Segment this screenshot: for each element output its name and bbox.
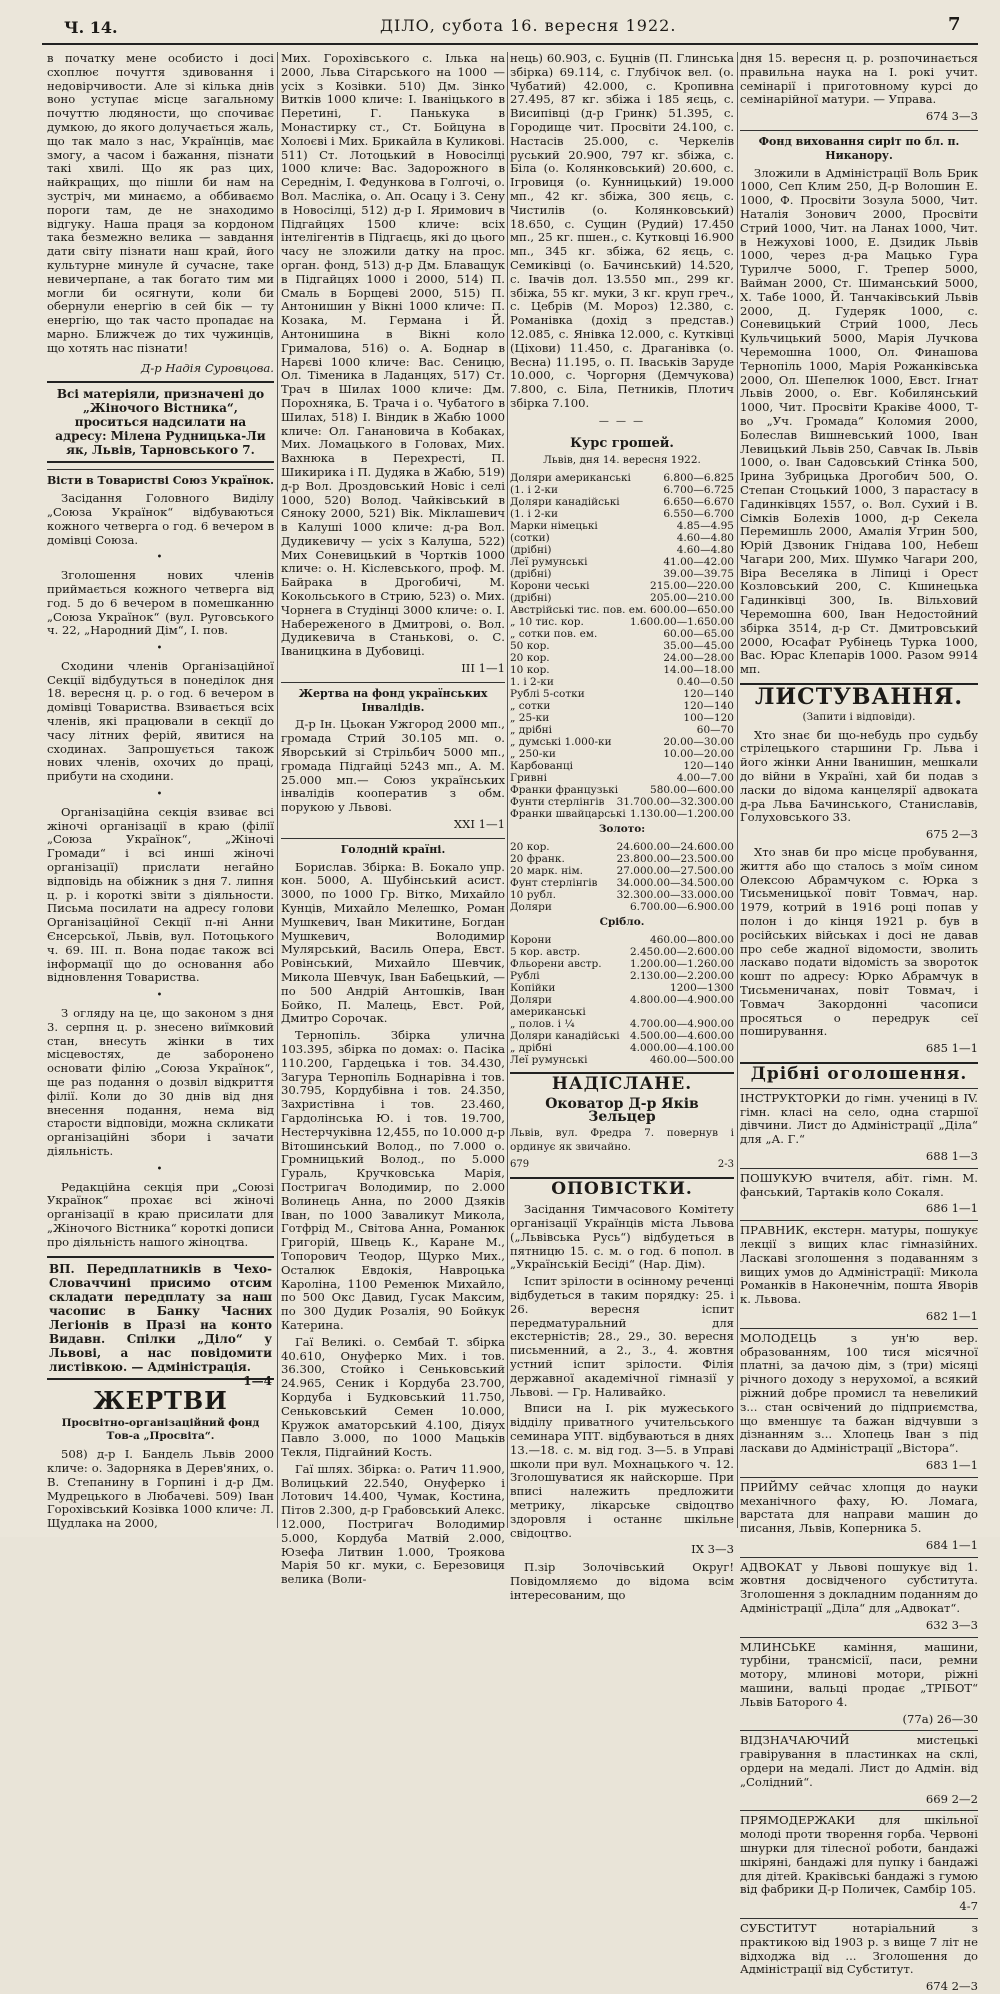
rate-row xyxy=(510,982,734,994)
oculist-ad: Оковатор Д-р Яків Зельцер xyxy=(545,1095,699,1126)
rate-row xyxy=(510,496,734,508)
column-1: в початку мене особисто і досі схоплює почуття здивовання і недовірчивости. Але зі кілька днів воно уступає місце загальному почуттю людяности, що спочиває думкою, до якого долучається жаль, що так мало з нас, Українців, має змогу, а часом і бажання, пізнати такі хвилі. Що як раз цих, найкращих, що пішли би нам на зустріч, ми минаємо, а оббиваємо пороги там, де не знаходимо відгуку. Наша праця за кордоном така безмежно велика — завдання дати світу пізнати наш край, його культурне минуле й сучасне, таке невичерпане, а так богато тим ми могли би осягнути, коли би обернули енергію в сей бік — ту енергію, що так часто пропадає на марно. Ближчеж до тих чужинців, що хотять нас пізнати! Д-р Надія Суровцова. Всі матеріяли, призначені до „Жіночого Вістника“, проситься надсилати на адресу: Мілена Рудницька-Ли як, Львів, Тарновського 7. Вісти в Товаристві Союз Українок. Засідання Головного Виділу „Союза Українок“ відбуваються кожного четверга о год. 6 вечером в домівці Союза. • Зголошення нових членів приймається кожного четверга від год. 5 до 6 вечером в помешканню „Союза Українок“ (вул. Руговського ч. 22, „Народний Дім“, І. пов. • Сходини членів Організаційної Секції відбудуться в понеділок дня 18. вересня ц. р. о год. 6 вечером в домівці Товариства. Взивається всіх членів, які працювали в секції до часу літних ферій, явитися на сходинах. Запрошується також нових членів, охочих до праці, прибути на сходини. • Організаційна секція взиває всі жіночі організації в краю (філії „Союза Українок“, „Жіночі Громади“ і всі инші жіночі організації) прислати негайно відповідь на обіжник з дня 7. липня ц. р. і короткі звіти з діяльности. Письма посилати на адресу голови Організаційної Секції п-ні Анни Єнсерської, Львів, вул. Потоцького ч. 69. ІІІ. п. Вона подає також всі інформації що до основання або відновлення Товариства. • З огляду на це, що законом з дня 3. серпня ц. р. знесено виїмковий стан, внесуть жінки в тих місцевостях, де заборонено основати філію „Союза Українок“, ще раз подання о дозвіл відкриття філії. Коли до 30 днів від дня внесення подання, нема від старости відповіди, можна скликати організаційні збори і зачати діяльність. • Редакційна секція при „Союзі Українок“ прохає всі жіночі організації в краю присилати для „Жіночого Вістника“ короткі дописи про діяльність нашого жіноцтва. ВП. Передплатників в Чехо-Словаччині присимо отсим складати передплату за наш часопис в Банку Часних Легіонів в Празі на конто Видавн. Спілки „Діло“ у Львові, а нас повідомити листівкою. — Адміністрація. 1—4 ЖЕРТВИ Просвітно-організаційний фонд Тов-а „Просвіта“. 508) д-р І. Бандель Львів 2000 кличе: о. Задорняка в Дерев'яних, о. В. Степанину в Горпині і д-р Дм. Мудрецького в Любачеві. 509) Іван Горохівський Козівка 1000 кличе: Л. Щудлака на 2000, xyxy=(47,51,275,1531)
rate-row xyxy=(510,664,734,676)
rate-row xyxy=(510,934,734,946)
classified-ad: ПОШУКУЮ вчителя, абіт. гімн. М. фанський, Тартаків коло Сокаля. 686 1—1 xyxy=(740,1168,978,1216)
classified-ad: АДВОКАТ у Львові пошукує від 1. жовтня досвідченого субститута. Зголошення з докладним поданням до Адміністрації „Діла“ для „Адвокат“. 632 3—3 xyxy=(740,1557,978,1633)
paragraph: дня 15. вересня ц. р. розпочинається правильна наука на І. рокі учит. семінарії і приготовному курсі до семінарійної матури. — Управа. xyxy=(740,51,978,107)
rate-row xyxy=(510,580,734,592)
rate-label: Доляри канадійські xyxy=(510,1029,620,1042)
section-heading: Фонд виховання сиріт по бл. п. Никанору. xyxy=(740,130,978,163)
rate-label: Фунти стерлінгів xyxy=(510,796,605,809)
rate-label: „ дрібні xyxy=(510,1041,552,1054)
rate-label: Фльорени австр. xyxy=(510,957,602,970)
rate-row xyxy=(510,688,734,700)
column-divider xyxy=(737,52,738,1528)
rate-label: Фунт стерлінгів xyxy=(510,876,598,889)
rate-label: 50 кор. xyxy=(510,640,550,653)
rate-value: 6.700—6.725 xyxy=(663,484,734,497)
rate-row xyxy=(510,676,734,688)
rate-row xyxy=(510,556,734,568)
rate-row xyxy=(510,748,734,760)
rate-label: „ 250-ки xyxy=(510,748,556,761)
rate-value: 100—120 xyxy=(683,712,734,725)
rate-value: 60—70 xyxy=(696,724,734,737)
rate-value: 4.60—4.80 xyxy=(676,544,734,557)
rate-label: 20 марк. нім. xyxy=(510,864,583,877)
rate-value: 32.300.00—33.000.00 xyxy=(616,888,734,901)
rate-row xyxy=(510,532,734,544)
rate-label: (дрібні) xyxy=(510,568,552,581)
rate-value: 460.00—800.00 xyxy=(650,933,734,946)
rate-label: Корони xyxy=(510,933,552,946)
rate-row xyxy=(510,628,734,640)
rate-row xyxy=(510,544,734,556)
paragraph: Гаї Великі. о. Сембай Т. збірка 40.610, Онуферко Мих. і тов. 36.300, Стойко і Сеньковський 24.965, Сеник і Кордуба 23.700, Кордуба і Будковський 11.750, Сеньковський Семен 10.000, Кружок аматорський 4.100, Діяух Павло 3.000, по 1000 Мацьків Текля, Підгайний Кость. xyxy=(281,1334,505,1460)
classified-ad: ПРИЙМУ сейчас хлопця до науки механічного фаху, Ю. Ломага, варстата для направи машин до писання, Львів, Коперника 5. 684 1—1 xyxy=(740,1477,978,1553)
rate-label: Корони чеські xyxy=(510,580,590,593)
rate-label: 10 рубл. xyxy=(510,888,556,901)
rate-value: 215.00—220.00 xyxy=(650,580,734,593)
rate-value: 0.40—0.50 xyxy=(676,676,734,689)
rate-label: Франки французькі xyxy=(510,784,619,797)
rate-label: (дрібні) xyxy=(510,592,552,605)
rate-value: 6.650—6.670 xyxy=(663,496,734,509)
letters-subheading: (Запити і відповіди). xyxy=(802,710,916,723)
fund-heading: Просвітно-організаційний фонд Тов-а „Просвіта“. xyxy=(61,1416,260,1443)
page-header xyxy=(0,0,1000,46)
rate-row xyxy=(510,889,734,901)
paragraph: Борислав. Збірка: В. Бокало упр. кон. 5000, А. Шубінський асист. 3000, по 1000 Гр. Вітко, Михайло Кунців, Михайло Мелешко, Роман Мушкевич, Іван Микитине, Богдан Мушкевич, Володимир Мулярський, Василь Опера, Евст. Ровінський, Михайло Шевчик, Микола Шевчук, Іван Бабецький, — по 500 Андрій Антошків, Іван Бойко, П. Малець, Евст. Рой, Дмитро Сорочак. xyxy=(281,859,505,1026)
silver-table xyxy=(510,934,734,1066)
letters-heading: ЛИСТУВАННЯ. xyxy=(740,683,978,705)
rate-row xyxy=(510,994,734,1018)
silver-heading: Срібло. xyxy=(599,915,645,928)
rate-row xyxy=(510,796,734,808)
paragraph: Хто знає би що-небудь про судьбу стрілецького старшини Гр. Льва і його жінки Анни Іванишин, мешкали до війни в Україні, хай би подав з ласки до відома канцелярії адвоката д-ра Льва Бачинського, Станиславів, Голуховського 33. xyxy=(740,727,978,825)
rate-value: 600.00—650.00 xyxy=(650,604,734,617)
rate-value: 60.00—65.00 xyxy=(663,628,734,641)
rate-value: 27.000.00—27.500.00 xyxy=(616,864,734,877)
item-code: 675 2—3 xyxy=(925,827,978,842)
rate-label: 20 кор. xyxy=(510,840,550,853)
rate-row xyxy=(510,592,734,604)
rate-value: 4.500.00—4.600.00 xyxy=(629,1029,734,1042)
rates-heading: Курс грошей. xyxy=(570,435,674,451)
rate-label: 5 кор. австр. xyxy=(510,945,581,958)
paragraph: Зложили в Адміністрації Воль Брик 1000, Сеп Клим 250, Д-р Волошин Е. 1000, Ф. Просвіти Зозула 5000, Чит. Наталія Зонович 2000, Просвіти Стрий 1000, Чит. на Ланах 1000, Чит. в Нежухові 1000, Е. Дзидик Львів 1000, через д-ра Мацько Гура Турилче 5000, Г. Трепер 5000, Вайман 2000, Ст. Шиманський 5000, Х. Табе 1000, Й. Танчаківський Львів 2000, Д. Гудеряк 1000, с. Соневицький Стрий 1000, Лесь Кульчицький 5000, Марія Лучкова Черемошна 1000, Ол. Финашова Тернопіль 1000, Марія Рожанківська 2000, Ол. Шепелюк 1000, Евст. Ігнат Львів 2000, о. Евг. Кобилянський 1000, Чит. Просвіти Краківе 4000, Т-во „Уч. Громада“ Коломия 2000, Болеслав Вишневський 1000, Іван Левицький Львів 250, Савчак Ів. Львів 1000, о. Іван Садовський Стінка 500, Ірина Зубрицька Дрогобич 500, О. Степан Стоцький 1000, З парастасу в Гадинківцях 1557, о. Вол. Сухий і В. Сімків Болехів 1000, д-р Секела Перемишль 2000, Амалія Угрин 500, Юрій Дзвоник Гнідава 100, Небеш Чагари 200, Мих. Шумко Чагари 200, Віра Веселяка в Ліпиці і Орест Козловський 200, С. Кшинецька Гадинківці 300, Ів. Вільховий Черемошна 600, Іван Недостойний збірка 3514, д-р Ст. Дмитровський 2000, Юсафат Рубінець Турка 1000, Вас. Юрас Клепарів 1000. Разом 9914 мп. xyxy=(740,165,978,677)
item-code: 674 3—3 xyxy=(925,109,978,124)
rate-label: „ 25-ки xyxy=(510,712,550,725)
paragraph: Організаційна секція взиває всі жіночі організації в краю (філії „Союза Українок“, „Жіночі Громади“ і всі инші жіночі організації) прислати негайно відповідь на обіжник з дня 7. липня ц. р. і короткі звіти з діяльности. Письма посилати на адресу голови Організаційної Секції п-ні Анни Єнсерської, Львів, вул. Потоцького ч. 69. ІІІ. п. Вона подає також всі інформації що до основання або відновлення Товариства. xyxy=(47,804,274,985)
rate-row xyxy=(510,877,734,889)
rate-label: Франки швайцарські xyxy=(510,808,626,821)
rate-row xyxy=(510,1042,734,1054)
rate-label: „ 10 тис. кор. xyxy=(510,616,584,629)
rate-label: 20 кор. xyxy=(510,652,550,665)
rate-value: 1.600.00—1.650.00 xyxy=(629,616,734,629)
sent-heading: НАДІСЛАНЕ. xyxy=(510,1072,734,1092)
rate-row xyxy=(510,970,734,982)
classified-ad: ПРАВНИК, екстерн. матуры, пошукує лекції з вищих клас гімназійних. Ласкаві зголошення з подаванням з вищих умов до Адміністрації: Микола Романків в Наконечнім, пошта Яворів к. Львова. 682 1—1 xyxy=(740,1220,978,1324)
rate-value: 23.800.00—23.500.00 xyxy=(616,852,734,865)
signature: Д-р Надія Суровцова. xyxy=(140,360,274,375)
rate-row xyxy=(510,1018,734,1030)
rate-label: Копійки xyxy=(510,981,556,994)
rate-value: 2.130.00—2.200.00 xyxy=(629,969,734,982)
classified-ad: МЛИНСЬКЕ каміння, машини, турбіни, трансмісії, паси, ремни мотору, млинові мотори, ріжні машини, вальці продає „ТРІБОТ“ Львів Баторого 4. (77а) 26—30 xyxy=(740,1637,978,1727)
rate-row xyxy=(510,808,734,820)
paragraph: Мих. Горохівського с. Ілька на 2000, Льва Сітарського на 1000 — усіх з Козівки. 510) Дм. Зінко Витків 1000 кличе: І. Іваніцького в Перетині, Г. Панькука в Монастирку ст., Ст. Бойцуна в Холоєві і Мих. Брикайла в Куликові. 511) Ст. Лотоцький в Новосілці 1000 кличе: Вас. Задорожного в Середнім, І. Федункова в Голгочі, о. Вол. Масліка, о. Ап. Осацу і З. Сену в Новосілці, 512) д-р І. Яримович в Підгайцях 1500 кличе: всіх інтелігентів в Підгаєць, які до цього часу не зложили датку на прос. орган. фонд, 513) д-р Дм. Блаващук в Підгайцях 1000 і 2000, 514) П. Смаль в Борщеві 2000, 515) П. Антонишин у Вікні 1000 кличе: П. Козака, М. Германа і Й. Антонишина в Вікні коло Грималова, 516) о. А. Боднар в Нарєві 1000 кличе: Вас. Сеницю, Ол. Тіменика в Ладанцях, 517) Ст. Трач в Шилах 1000 кличе: Дм. Порохняка, Б. Трача і о. Чубатого в Шилах, 518) І. Віндик в Жабю 1000 кличе: Ол. Ганановича в Кобаках, Мих. Ломацького в Головах, Мих. Вахнюка в Перехресті, П. Шикирика і П. Дудяка в Жабю, 519) д-р Вол. Дроздовський Новіс і селі 1000, 520) Волод. Чайківський в Сяноку 2000, 521) Вік. Міклашевич в Калуші 1000 кличе: д-ра Вол. Дудикевичу — усіх з Калуша, 522) Мих Соневицький в Чортків 1000 кличе: о. Н. Кіслевського, проф. М. Байрака в Дрогобичі, М. Кокольського в Стрию, 523) о. Мих. Чорнега в Студінці 3000 кличе: о. І. Набереженого в Дмитрові, о. Вол. Дудикевича в Станькові, о. С. Іваницкина в Дубовиці. xyxy=(281,51,505,659)
rate-row xyxy=(510,472,734,484)
rate-row xyxy=(510,604,734,616)
paragraph: З огляду на це, що законом з дня 3. серпня ц. р. знесено виїмковий стан, внесуть жінки в тих місцевостях, де заборонено основати філію „Союза Українок“, ще раз подання о дозвіл відкриття філії. Коли до 30 днів від дня внесення подання, нема від старости відповіди, можна скликати організаційні збори і зачати діяльність. xyxy=(47,1006,274,1158)
rate-value: 6.700.00—6.900.00 xyxy=(629,900,734,913)
classified-ad: МОЛОДЕЦЬ з ун'ю вер. образованням, 100 тися місячної платні, за дачою дім, з (три) місяці річного доходу з нерухомої, а всякий ріжний добре промисл та невеликий з... стан освічений до підприємства, що вменшує та бажан відчувши з дізнанням з... Хлопець Іван з під ласкави до Адміністрації „Вістора“. 683 1—1 xyxy=(740,1328,978,1473)
subscribers-notice: ВП. Передплатників в Чехо-Словаччині присимо отсим складати передплату за наш часопис в Банку Часних Легіонів в Празі на конто Видавн. Спілки „Діло“ у Львові, а нас повідомити листівкою. — Адміністрація. 1—4 xyxy=(47,1256,274,1380)
rate-value: 580.00—600.00 xyxy=(650,784,734,797)
rate-label: Австрійські тис. пов. ем. xyxy=(510,604,647,617)
page-number: Ч. 14. xyxy=(64,18,118,37)
rate-value: 34.000.00—34.500.00 xyxy=(616,876,734,889)
rate-row xyxy=(510,853,734,865)
rate-value: 1.200.00—1.260.00 xyxy=(629,957,734,970)
rate-label: „ сотки xyxy=(510,700,551,713)
rate-label: „ полов. і ¼ xyxy=(510,1017,575,1030)
rate-value: 24.600.00—24.600.00 xyxy=(616,840,734,853)
rate-value: 20.00—30.00 xyxy=(663,736,734,749)
rate-label: (1. і 2-ки xyxy=(510,508,558,521)
rate-value: 24.00—28.00 xyxy=(663,652,734,665)
paragraph: Редакційна секція при „Союзі Українок“ прохає всі жіночі організації в краю присилати для „Жіночого Вістника“ короткі дописи про діяльність нашого жіноцтва. xyxy=(47,1179,274,1249)
rate-value: 4.000.00—4.100.00 xyxy=(629,1041,734,1054)
rate-label: Леї румунські xyxy=(510,556,588,569)
section-heading: Голодній країні. xyxy=(281,838,505,857)
victims-heading: ЖЕРТВИ xyxy=(93,1385,228,1415)
rate-value: 41.00—42.00 xyxy=(663,556,734,569)
page-mark: 7 xyxy=(948,14,961,35)
rate-label: Доляри американські xyxy=(510,993,586,1018)
rate-value: 4.800.00—4.900.00 xyxy=(629,993,734,1006)
paragraph: Засідання Тимчасового Комітету організації Українців міста Львова („Львівська Русь“) відбудеться в пятницю 15. с. м. о год. 6 попол. в „Українській Бесіді“ (Нар. Дім). xyxy=(510,1202,734,1272)
rate-row xyxy=(510,484,734,496)
rate-row xyxy=(510,736,734,748)
classified-ad: СУБСТИТУТ нотаріальний з практикою від 1903 р. з вище 7 літ не відходжа від ... Зголошення до Адміністрації від Субститут. 674 2—3 xyxy=(740,1918,978,1994)
rate-label: Доляри американські xyxy=(510,472,631,485)
section-heading: Вісти в Товаристві Союз Українок. xyxy=(47,469,274,488)
rate-row xyxy=(510,700,734,712)
header-rule xyxy=(42,43,978,45)
paragraph: Д-р Ін. Цьокан Ужгород 2000 мп., громада Стрий 30.105 мп. о. Яворський зі Стрільбич 5000 мп., громада Підгайці 5243 мп., А. М. 25.000 мп.— Союз українських інвалідів кооператив з обм. порукою у Львові. xyxy=(281,717,505,815)
rate-value: 120—140 xyxy=(683,700,734,713)
rate-row xyxy=(510,508,734,520)
rate-value: 4.60—4.80 xyxy=(676,532,734,545)
paragraph: 508) д-р І. Бандель Львів 2000 кличе: о. Задорняка в Дерев'яних, о. В. Степанину в Горпині і д-р Дм. Мудрецького в Любачеві. 509) Іван Горохівський Козівка 1000 кличе: Л. Щудлака на 2000, xyxy=(47,1447,274,1531)
rate-value: 6.550—6.700 xyxy=(663,508,734,521)
paragraph: Гаї шлях. Збірка: о. Ратич 11.900, Волицький 22.540, Онуферко і Лотович 14.400, Чумак, Костина, Пітов 2.300, д-р Грабовський Алекс. 12.000, Постригач Володимир 5.000, Кордуба Матвій 2.000, Юзефа Литвин 1.000, Троякова Марія 50 кг. муки, с. Березовиця велика (Воли- xyxy=(281,1461,505,1587)
rate-value: 31.700.00—32.300.00 xyxy=(616,796,734,809)
small-ads-heading: Дрібні оголошення. xyxy=(740,1062,978,1082)
column-divider xyxy=(277,52,278,1528)
rate-row xyxy=(510,1030,734,1042)
rate-value: 4.700.00—4.900.00 xyxy=(629,1017,734,1030)
paragraph: Вписи на І. рік мужеського відділу приватного учительського семинара УПТ. відбуваються в днях 13.—18. с. м. від год. 3—5. в Управі школи при вул. Мохнацького ч. 12. Зголошуватися як найскорше. При вписі належить предложити метрику, лікарське свідоцтво здоровля і останнє шкільне свідоцтво. xyxy=(510,1401,734,1540)
rate-value: 35.00—45.00 xyxy=(663,640,734,653)
rate-row xyxy=(510,1054,734,1066)
classified-ad: ПРЯМОДЕРЖАКИ для шкільної молоді проти творення горба. Червоні шнурки для тілесної роботи, бандажі шкіряні, бандажі для пупку і бандажі для дітей. Краківські бандажі з гумою від фабрики Д-р Поличек, Самбір 105. 4-7 xyxy=(740,1810,978,1914)
rate-row xyxy=(510,712,734,724)
rates-table xyxy=(510,472,734,820)
masthead: ДІЛО, субота 16. вересня 1922. xyxy=(380,16,677,35)
rate-value: 120—140 xyxy=(683,688,734,701)
editorial-notice: Всі матеріяли, призначені до „Жіночого Вістника“, проситься надсилати на адресу: Мілена Рудницька-Ли як, Львів, Тарновського 7. xyxy=(47,381,274,463)
rate-label: (сотки) xyxy=(510,532,550,545)
rate-label: Рублі xyxy=(510,969,540,982)
rate-label: „ думські 1.000-ки xyxy=(510,736,612,749)
rate-row xyxy=(510,568,734,580)
rate-label: 20 франк. xyxy=(510,852,565,865)
rate-row xyxy=(510,640,734,652)
gold-table xyxy=(510,841,734,913)
classified-ad: ВІДЗНАЧАЮЧИЙ мистецькі гравірування в пластинках на склі, ордери на медалі. Лист до Адмін. від „Солідний“. 669 2—2 xyxy=(740,1730,978,1806)
gold-heading: Золото: xyxy=(598,823,646,836)
rate-row xyxy=(510,784,734,796)
rate-value: 39.00—39.75 xyxy=(663,568,734,581)
column-4 xyxy=(740,51,979,1994)
column-2 xyxy=(281,51,505,1587)
rate-label: 1. і 2-ки xyxy=(510,676,554,689)
paragraph: нець) 60.903, с. Буцнів (П. Глинська збірка) 69.114, с. Глубічок вел. (о. Чубатий) 42.000, с. Кропивна 27.495, 87 кг. збіжа і 185 яєць, с. Висипівці (д-р Гринк) 51.395, с. Городище чит. Просвіти 24.100, с. Настасів 25.000, с. Черкелів руський 20.900, 797 кг. збіжа, с. Біла (о. Колянковський) 20.600, с. Ігровиця (о. Кунницький) 19.000 мп., 42 кг. збіжа, 300 яєць, с. Чистилів (о. Колянковський) 18.650, с. Сущин (Рудий) 17.450 мп., 25 кг. пшен., с. Кутковці 16.900 мп., 345 кг. збіжа, 62 яєць, с. Семиківці (о. Бачинський) 14.520, с. Івачів дол. 13.550 мп., 299 кг. збіжа, 55 кг. муки, 3 кг. круп греч., с. Цебрів (М. Мороз) 12.380, с. Романівка (дохід з представ.) 12.085, с. Янівка 12.000, с. Кутківці (Ціхови) 11.450, с. Драганівка (о. Весна) 11.195, о. П. Іваськів Заруде 10.000, с. Чоргорня (Демчукова) 7.800, с. Біла, Петників, Плотич збірка 7.100. xyxy=(510,51,734,410)
item-code: XXI 1—1 xyxy=(453,817,505,832)
rate-row xyxy=(510,865,734,877)
notices-heading: ОПОВІСТКИ. xyxy=(510,1177,734,1197)
item-code: ІХ 3—3 xyxy=(691,1542,734,1557)
rate-label: Доляри xyxy=(510,900,552,913)
rate-value: 1200—1300 xyxy=(670,981,734,994)
rate-row xyxy=(510,760,734,772)
rate-value: 14.00—18.00 xyxy=(663,664,734,677)
rate-value: 6.800—6.825 xyxy=(663,472,734,485)
rate-value: 2.450.00—2.600.00 xyxy=(629,945,734,958)
paragraph: Тернопіль. Збірка улична 103.395, збірка по домах: о. Пасіка 110.200, Гардецька і тов. 34.430, Загура Тернопіль Боднарівна і тов. 30.795, Кордубівна і тов. 24.350, Захристівна і тов. 23.460, Гардолінська Ю. і тов. 19.700, Нестерчуківна 12,455, по 10.000 д-р Вітошинський Волод., по 7.000 о. Громницький Волод., по 5.000 Гураль, Кручковська Марія, Постригач Володимир, по 2.000 Волинець Анна, по 2000 Дзяків Іван, по 1000 Заваликут Микола, Готфрід М., Світова Анна, Романюк Григорій, Швець К., Каране М., Топорович Теодор, Щурко Мих., Осталюк Евдокія, Навроцька Кароліна, 1100 Ременюк Михайло, по 500 Окс Давид, Гусак Максим, по 300 Дудик Розалія, 90 Бойкук Катерина. xyxy=(281,1028,505,1332)
rates-date: Львів, дня 14. вересня 1922. xyxy=(543,454,701,467)
rate-label: „ сотки пов. ем. xyxy=(510,628,598,641)
column-3: нець) 60.903, с. Буцнів (П. Глинська збірка) 69.114, с. Глубічок вел. (о. Чубатий) 42.000, с. Кропивна 27.495, 87 кг. збіжа і 185 яєць, с. Висипівці (д-р Гринк) 51.395, с. Городище чит. Просвіти 24.100, с. Настасів 25.000, с. Черкелів руський 20.900, 797 кг. збіжа, с. Біла (о. Колянковський) 20.600, с. Ігровиця (о. Кунницький) 19.000 мп., 42 кг. збіжа, 300 яєць, с. Чистилів (о. Колянковський) 18.650, с. Сущин (Рудий) 17.450 мп., 25 кг. пшен., с. Кутковці 16.900 мп., 345 кг. збіжа, 62 яєць, с. Семиківці (о. Бачинський) 14.520, с. Івачів дол. 13.550 мп., 299 кг. збіжа, 55 кг. муки, 3 кг. круп греч., с. Цебрів (М. Мороз) 12.380, с. Романівка (дохід з представ.) 12.085, с. Янівка 12.000, с. Кутківці (Ціхови) 11.450, с. Драганівка (о. Весна) 11.195, о. П. Іваськів Заруде 10.000, с. Чоргорня (Демчукова) 7.800, с. Біла, Петників, Плотич збірка 7.100. — — — Курс грошей. Львів, дня 14. вересня 1922. Доляри американські 6.800—6.825 (1. і 2-ки 6.700—6.725 Доляри канадійські 6.650—6.670 (1. і 2-ки 6.550—6.700 Марки німецькі 4.85—4.95 (сотки) 4.60—4.80 (дрібні) 4.60—4.80 Леї румунські 41.00—42.00 (дрібні) 39.00—39.75 Корони чеські 215.00—220.00 (дрібні) 205.00—210.00 Австрійські тис. пов. ем. 600.00—650.00 „ 10 тис. кор. 1.600.00—1.650.00 „ сотки пов. ем. 60.00—65.00 50 кор. 35.00—45.00 20 кор. 24.00—28.00 10 кор. 14.00—18.00 1. і 2-ки 0.40—0.50 Рублі 5-сотки 120—140 „ сотки 120—140 „ 25-ки 100—120 „ дрібні 60—70 „ думські 1.000-ки 20.00—30.00 „ 250-ки 10.00—20.00 Карбованці 120—140 Гривні 4.00—7.00 Франки французькі 580.00—600.00 Фунти стерлінгів 31.700.00—32.300.00 Франки швайцарські 1.130.00—1.200.00 Золото: 20 кор. 24.600.00—24.600.00 20 франк. 23.800.00—23.500.00 20 марк. нім. 27.000.00—27.500.00 Фунт стерлінгів 34.000.00—34.500.00 10 рубл. 32.300.00—33.000.00 Доляри 6.700.00—6.900.00 Срібло. Корони 460.00—800.00 5 кор. австр. 2.450.00—2.600.00 Фльорени австр. 1.200.00—1.260.00 Рублі 2.130.00—2.200.00 Копійки 1200—1300 Доляри американські 4.800.00—4.900.00 „ полов. і ¼ 4.700.00—4.900.00 Доляри канадійські 4.500.00—4.600.00 „ дрібні 4.000.00—4.100.00 Леї румунські 460.00—500.00 НАДІСЛАНЕ. Оковатор Д-р Яків Зельцер Львів, вул. Фредра 7. повернув і ординує як звичайно. 679 2-3 ОПОВІСТКИ. Засідання Тимчасового Комітету організації Українців міста Львова („Львівська Русь“) відбудеться в пятницю 15. с. м. о год. 6 попол. в „Українській Бесіді“ (Нар. Дім). Іспит зрілости в осінному реченці відбудеться в таким порядку: 25. і 26. вересня іспит передматуральний для екстерністів; 28., 29., 30. вересня письменний, а 2., 3., 4. жовтня устний іспит зрілости. Філія державної академічної гімназії у Львові. — Гр. Наливайко. Вписи на І. рік мужеського відділу приватного учительського семинара УПТ. відбуваються в днях 13.—18. с. м. від год. 3—5. в Управі школи при вул. Мохнацького ч. 12. Зголошуватися як найскорше. При вписі належить предложити метрику, лікарське свідоцтво здоровля і останнє шкільне свідоцтво. ІХ 3—3 П.зір Золочівський Округ! Повідомляємо до відома всім інтересованим, що xyxy=(510,51,734,1602)
column-divider xyxy=(507,52,508,1528)
item-code: ІІІ 1—1 xyxy=(461,661,505,676)
rate-label: Карбованці xyxy=(510,760,574,773)
paragraph: Сходини членів Організаційної Секції відбудуться в понеділок дня 18. вересня ц. р. о год. 6 вечером в домівці Товариства. Взивається всіх членів, які працювали в секції до часу літних ферій, явитися на сходинах. Запрошується також нових членів, охочих до праці, прибути на сходини. xyxy=(47,658,274,784)
rate-value: 1.130.00—1.200.00 xyxy=(629,808,734,821)
rate-row xyxy=(510,946,734,958)
rate-value: 4.85—4.95 xyxy=(676,520,734,533)
article-text: в початку мене особисто і досі схоплює почуття здивовання і недовірчивости. Але зі кілька днів воно уступає місце загальному почуттю людяности, що спочиває думкою, до якого долучається жаль, що так мало з нас, Українців, має змогу, а часом і бажання, пізнати такі хвилі. Що як раз цих, найкращих, що пішли би нам на зустріч, ми минаємо, а оббиваємо пороги там, де не знаходимо відгуку. Наша праця за кордоном така безмежно велика — завдання дати світу пізнати наш край, його культурне минуле й сучасне, таке невичерпане, а так богато тим ми могли би осягнути, коли би обернули енергію в сей бік — ту енергію, що так часто пропадає на марно. Ближчеж до тих чужинців, що хотять нас пізнати! xyxy=(47,51,274,355)
rate-row xyxy=(510,652,734,664)
paragraph: Засідання Головного Виділу „Союза Українок“ відбуваються кожного четверга о год. 6 вечером в домівці Союза. xyxy=(47,491,274,547)
rate-row xyxy=(510,958,734,970)
paragraph: П.зір Золочівський Округ! Повідомляємо до відома всім інтересованим, що xyxy=(510,1560,734,1602)
rate-row xyxy=(510,724,734,736)
rate-value: 4.00—7.00 xyxy=(676,772,734,785)
rate-label: 10 кор. xyxy=(510,664,550,677)
rate-row xyxy=(510,616,734,628)
rate-label: Доляри канадійські xyxy=(510,496,620,509)
rate-value: 460.00—500.00 xyxy=(650,1053,734,1066)
rate-value: 205.00—210.00 xyxy=(650,592,734,605)
rate-value: 10.00—20.00 xyxy=(663,748,734,761)
paragraph: Хто знав би про місце пробування, життя або що сталось з моїм сином Олексою Абрамчуком с. Юрка з Тисьменицької повіт Товмач, нар. 1979, котрий в 1916 році попав у полон і до кінця 1921 р. був в російських військах і досі не давав про себе жадної відомости, зволить ласкаво подати відомість за звороток кошт по адресу: Юрко Абрамчук в Тисьменичанах, повіт Товмач, і Товмач Закордонні часописи просяться о передрук сеї поширування. xyxy=(740,845,978,1039)
paragraph: Зголошення нових членів приймається кожного четверга від год. 5 до 6 вечером в помешканню „Союза Українок“ (вул. Руговського ч. 22, „Народний Дім“, І. пов. xyxy=(47,568,274,638)
rate-label: Леї румунські xyxy=(510,1053,588,1066)
classified-ad: ІНСТРУКТОРКИ до гімн. учениці в IV. гімн. класі на село, одна старшої дівчини. Лист до Адміністрації „Діла“ для „А. Г.“ 688 1—3 xyxy=(740,1088,978,1164)
rate-row xyxy=(510,841,734,853)
rate-row xyxy=(510,520,734,532)
rate-label: „ дрібні xyxy=(510,724,552,737)
paragraph: Іспит зрілости в осінному реченці відбудеться в таким порядку: 25. і 26. вересня іспит передматуральний для екстерністів; 28., 29., 30. вересня письменний, а 2., 3., 4. жовтня устний іспит зрілости. Філія державної академічної гімназії у Львові. — Гр. Наливайко. xyxy=(510,1274,734,1399)
item-code: 685 1—1 xyxy=(925,1041,978,1056)
rate-row xyxy=(510,901,734,913)
rate-label: Гривні xyxy=(510,772,547,785)
rate-label: Марки німецькі xyxy=(510,520,598,533)
rate-value: 120—140 xyxy=(683,760,734,773)
oculist-text: Львів, вул. Фредра 7. повернув і ординує як звичайно. xyxy=(510,1127,734,1153)
rate-label: (дрібні) xyxy=(510,544,552,557)
rate-row xyxy=(510,772,734,784)
rate-label: Рублі 5-сотки xyxy=(510,688,585,701)
rate-label: (1. і 2-ки xyxy=(510,484,558,497)
section-heading: Жертва на фонд українських Інвалідів. xyxy=(281,682,505,715)
